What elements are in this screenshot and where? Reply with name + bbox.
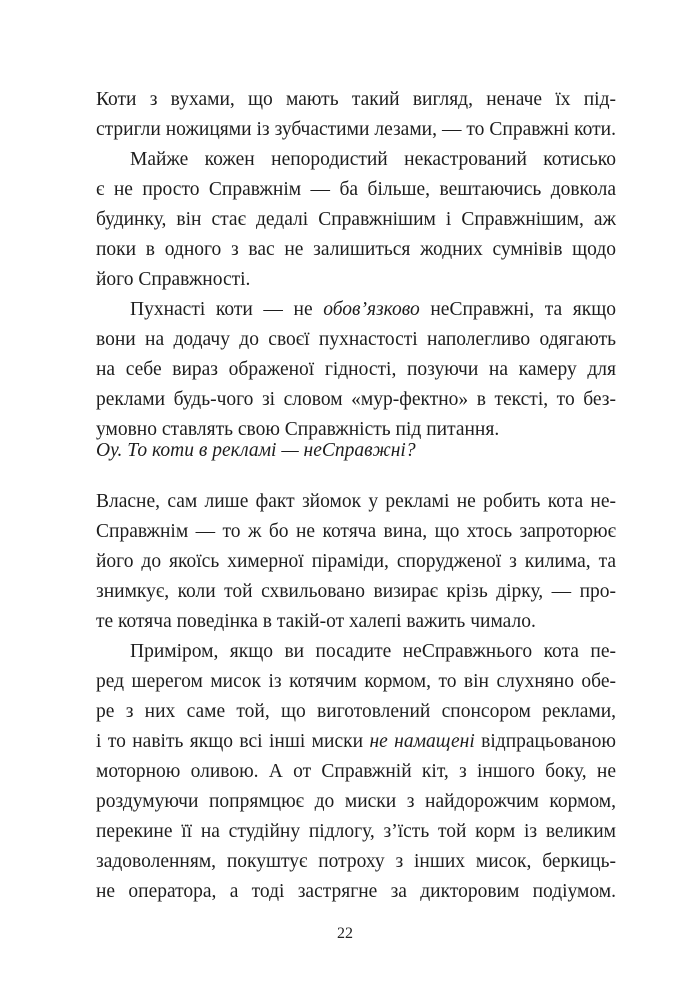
- text-span: і то навіть якщо всі інші миски: [96, 731, 370, 752]
- question-heading: [96, 436, 616, 466]
- text-line: перекине її на студійну підлогу, з’їсть той корм із великим: [96, 821, 616, 842]
- text-line: задоволенням, покуштує потроху з інших мисок, беркиць-: [96, 851, 616, 872]
- text-line: поки в одного з вас не залишиться жодних сумнівів щодо: [96, 239, 616, 260]
- text-line: Майже кожен непородистий некастрований котисько: [130, 149, 616, 170]
- page-number: 22: [337, 925, 353, 942]
- text-line: стригли ножицями із зубчастими лезами, — то Справжні коти.: [96, 119, 616, 140]
- text-line: Коти з вухами, що мають такий вигляд, неначе їх під-: [96, 89, 616, 110]
- text-line-mixed: [96, 295, 616, 325]
- text-line: Приміром, якщо ви посадите неСправжнього кота пе-: [130, 641, 616, 662]
- text-line: його до якоїсь химерної піраміди, спорудженої з килима, та: [96, 551, 616, 572]
- text-line: будинку, він стає дедалі Справжнішим і Справжнішим, аж: [96, 209, 616, 230]
- text-line: те котяча поведінка в такій-от халепі важить чимало.: [96, 611, 536, 632]
- text-line: ре з них саме той, що виготовлений спонсором реклами,: [96, 701, 616, 722]
- text-line: ред шерегом мисок із котячим кормом, то він слухняно обе-: [96, 671, 616, 692]
- text-line: Власне, сам лише факт зйомок у рекламі не робить кота не-: [96, 491, 616, 512]
- text-block-1: [96, 85, 616, 445]
- text-line: на себе вираз ображеної гідності, позуючи на камеру для: [96, 359, 616, 380]
- text-line: знимкує, коли той схвильовано визирає крізь дірку, — про-: [96, 581, 616, 602]
- text-line: його Справжності.: [96, 269, 251, 290]
- text-span: неСправжні, та якщо: [419, 299, 616, 320]
- text-line: реклами будь-чого зі словом «мур-фектно» в тексті, то без-: [96, 389, 616, 410]
- question-line: [96, 436, 616, 466]
- text-line: є не просто Справжнім — ба більше, вештаючись довкола: [96, 179, 616, 200]
- text-span: Пухнасті коти — не: [130, 299, 324, 320]
- text-line-mixed: [96, 727, 616, 757]
- text-line: умовно ставлять свою Справжність під питання.: [96, 419, 500, 440]
- italic-span: не намащені: [369, 731, 475, 752]
- text-line: Справжнім — то ж бо не котяча вина, що хтось запроторює: [96, 521, 616, 542]
- text-line: моторною оливою. А от Справжній кіт, з іншого боку, не: [96, 761, 616, 782]
- text-line: вони на додачу до своєї пухнастості наполегливо одягають: [96, 329, 616, 350]
- text-line: роздумуючи попрямцює до миски з найдорожчим кормом,: [96, 791, 616, 812]
- question-text: Оу. То коти в рекламі — неСправжні?: [96, 440, 416, 461]
- italic-span: обов’язково: [323, 299, 420, 320]
- text-block-3: [96, 487, 616, 907]
- text-line: не оператора, а тоді застрягне за дикторовим подіумом.: [96, 881, 616, 902]
- text-span: відпрацьованою: [474, 731, 616, 752]
